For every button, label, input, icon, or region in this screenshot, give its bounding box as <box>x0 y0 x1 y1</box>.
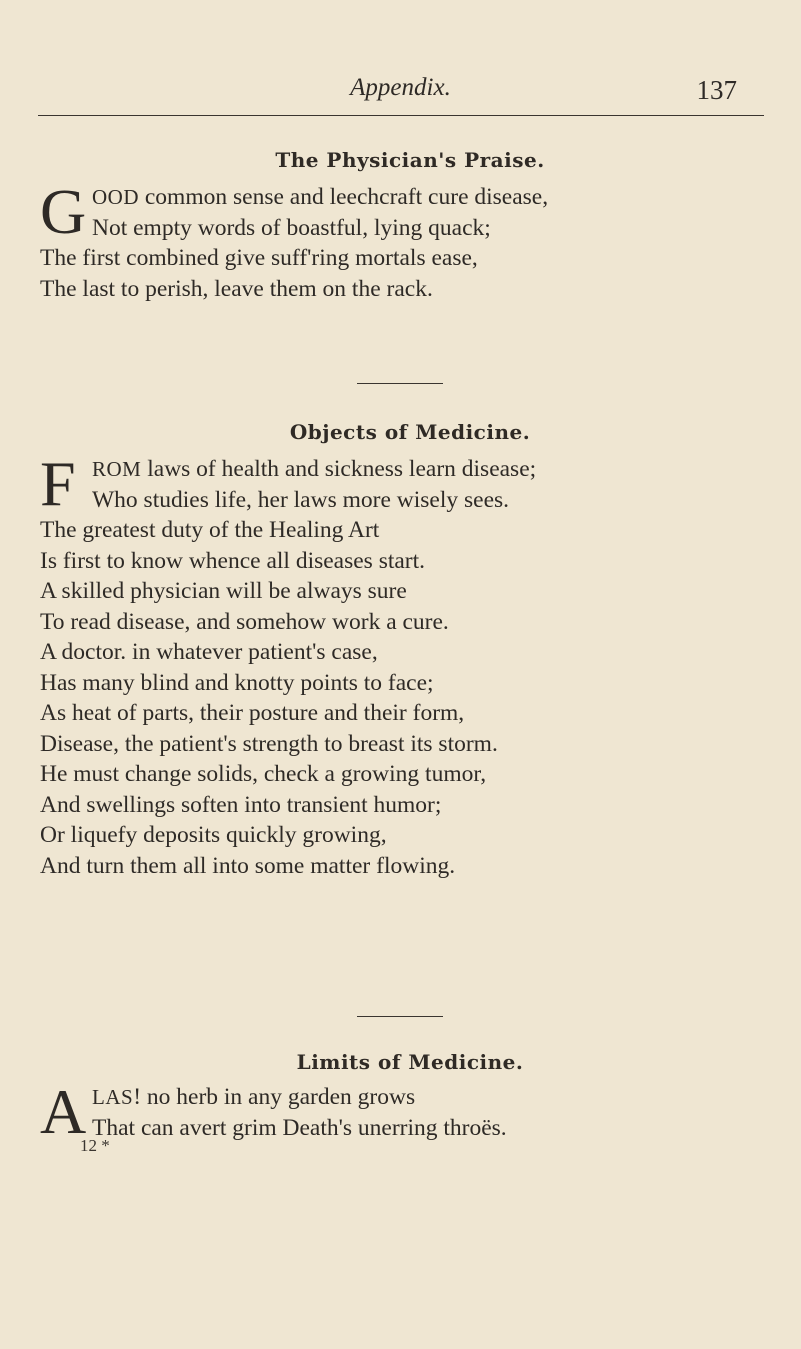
section-divider <box>357 383 443 384</box>
drop-cap: F <box>40 448 76 519</box>
poem-line: And turn them all into some matter flowing. <box>40 852 456 879</box>
small-caps-word: LAS <box>92 1085 134 1109</box>
poem-line: Has many blind and knotty points to face; <box>40 669 434 696</box>
running-title: Appendix. <box>350 74 451 101</box>
poem-line: A skilled physician will be always sure <box>40 578 407 604</box>
poem-line: Or liquefy deposits quickly growing, <box>40 822 387 848</box>
signature-mark: 12 * <box>80 1136 110 1155</box>
poem-line: Disease, the patient's strength to breast its storm. <box>40 730 498 757</box>
small-caps-word: ROM <box>92 457 142 481</box>
drop-cap: A <box>40 1076 87 1147</box>
line-text: common sense and leechcraft cure disease, <box>139 184 549 210</box>
poem-line: Not empty words of boastful, lying quack; <box>92 214 491 241</box>
opening-lines <box>40 176 780 247</box>
poem-line: That can avert grim Death's unerring throës. <box>92 1114 507 1141</box>
poem-line: Is first to know whence all diseases start. <box>40 547 426 574</box>
small-caps-word: OOD <box>92 185 139 209</box>
poem-line: The last to perish, leave them on the rack. <box>40 275 433 302</box>
poem-line: And swellings soften into transient humor; <box>40 791 442 818</box>
poem-line: A doctor. in whatever patient's case, <box>40 639 378 665</box>
section-title: Objects of Medicine. <box>289 420 531 444</box>
poem-line: Who studies life, her laws more wisely sees. <box>92 486 510 513</box>
section-title: The Physician's Praise. <box>275 148 545 172</box>
poem-line <box>92 182 780 213</box>
poem-line: To read disease, and somehow work a cure. <box>40 608 449 635</box>
poem <box>40 176 780 304</box>
poem-line: He must change solids, check a growing tumor, <box>40 761 487 787</box>
poem-line <box>92 1082 780 1113</box>
poem-line: The greatest duty of the Healing Art <box>40 517 380 543</box>
poem-line: As heat of parts, their posture and their form, <box>40 700 465 726</box>
section-divider <box>357 1016 443 1017</box>
poem <box>40 448 780 881</box>
poem-line: The first combined give suff'ring mortals ease, <box>40 245 478 271</box>
header-rule <box>38 115 764 116</box>
section-title: Limits of Medicine. <box>296 1050 524 1074</box>
opening-lines <box>40 448 780 519</box>
line-text: ! no herb in any garden grows <box>133 1084 416 1110</box>
poem-line <box>92 454 780 485</box>
line-text: laws of health and sickness learn disease; <box>141 456 537 482</box>
page-number: 137 <box>696 75 737 105</box>
running-head <box>0 72 801 112</box>
drop-cap: G <box>40 176 87 247</box>
